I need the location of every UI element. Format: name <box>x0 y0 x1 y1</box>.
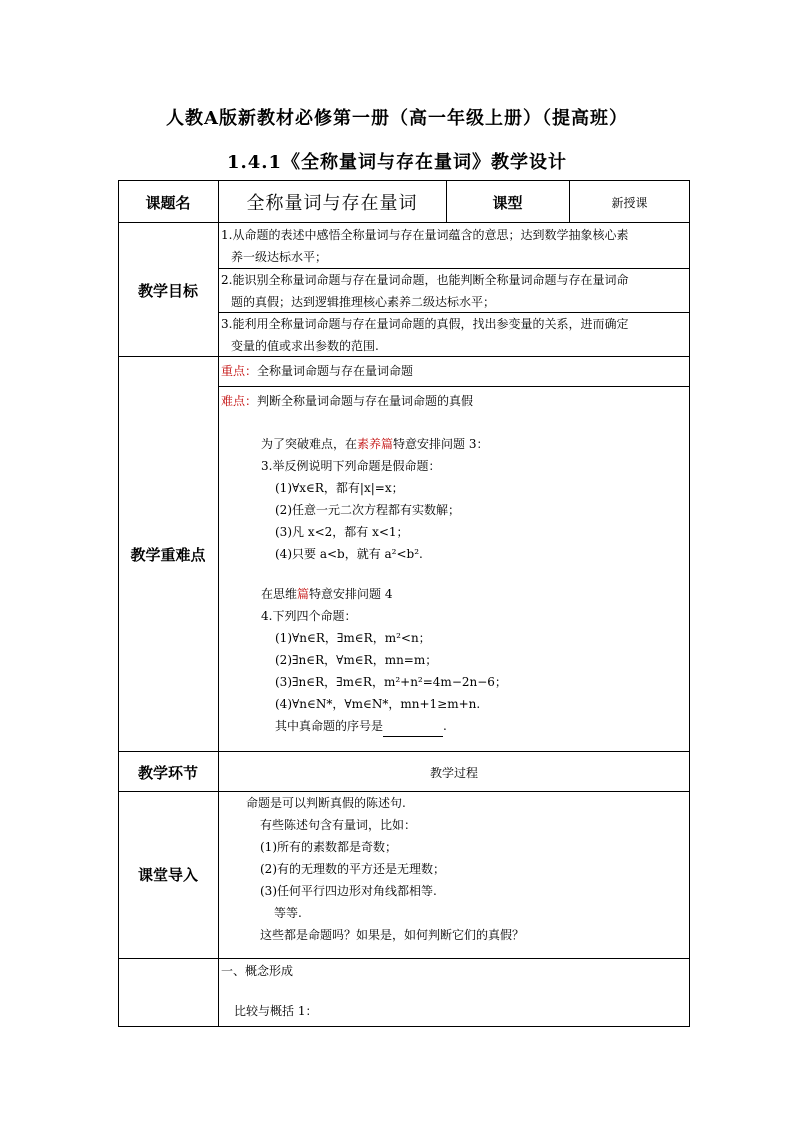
q4-item: (4)∀n∈N*，∀m∈N*，mn+1≥m+n. <box>275 697 481 711</box>
process-label: 教学环节 <box>137 764 198 782</box>
keypoints-label: 教学重难点 <box>130 546 206 564</box>
focus-line <box>221 360 413 382</box>
type-label: 课型 <box>492 194 523 212</box>
focus-text: 全称量词命题与存在量词命题 <box>257 364 414 378</box>
intro-line: 有些陈述句含有量词，比如： <box>260 818 417 832</box>
intro-line: 等等. <box>274 906 302 920</box>
concept-heading: 一、概念形成 <box>221 964 294 978</box>
q3-item: (2)任意一元二次方程都有实数解； <box>275 503 460 517</box>
q3-item: (1)∀x∈R，都有|x|=x； <box>275 481 404 495</box>
intro-line: (2)有的无理数的平方还是无理数； <box>260 862 445 876</box>
q3-item: (4)只要 a<b，就有 a²<b². <box>275 547 423 561</box>
row-divider <box>118 222 690 223</box>
objective-item: 3.能利用全称量词命题与存在量词命题的真假，找出参变量的关系，进而确定 变量的值或求出参数的范围. <box>221 317 629 353</box>
intro-line: 在思维篇特意安排问题 4 <box>261 587 393 601</box>
intro-line: 命题是可以判断真假的陈述句. <box>246 796 406 810</box>
objective-item: 1.从命题的表述中感悟全称量词与存在量词蕴含的意思；达到数学抽象核心素 养一级达标水平； <box>221 228 629 264</box>
difficulty-text: 判断全称量词命题与存在量词命题的真假 <box>257 394 474 408</box>
column-divider <box>218 180 219 1027</box>
concept-sub: 比较与概括 1： <box>234 1004 318 1018</box>
row-divider <box>218 386 690 387</box>
intro-body <box>246 792 524 946</box>
difficulty-line <box>221 390 473 412</box>
intro-label: 课堂导入 <box>137 866 198 884</box>
topic-label: 课题名 <box>145 194 191 212</box>
answer-blank <box>383 722 443 737</box>
difficulty-tag: 难点： <box>221 394 258 408</box>
question-4: 4.下列四个命题： <box>261 609 357 623</box>
topic-value: 全称量词与存在量词 <box>246 193 418 214</box>
keypoints-body <box>261 433 507 737</box>
intro-line: (3)任何平行四边形对角线都相等. <box>260 884 437 898</box>
objectives-label: 教学目标 <box>137 282 198 300</box>
q4-item: (1)∀n∈R，∃m∈R，m²<n； <box>275 631 431 645</box>
q4-item: (3)∃n∈R，∃m∈R，m²+n²=4m−2n−6； <box>275 675 507 689</box>
question-3: 3.举反例说明下列命题是假命题： <box>261 459 441 473</box>
intro-line: 这些都是命题吗？如果是，如何判断它们的真假？ <box>260 928 525 942</box>
focus-tag: 重点： <box>221 364 258 378</box>
type-value: 新授课 <box>611 196 648 210</box>
lesson-title: 1.4.1《全称量词与存在量词》教学设计 <box>226 152 568 173</box>
intro-line: 为了突破难点，在素养篇特意安排问题 3： <box>261 437 489 451</box>
intro-line: (1)所有的素数都是奇数； <box>260 840 397 854</box>
document-title: 人教A版新教材必修第一册（高一年级上册）（提高班） <box>166 108 628 129</box>
process-value: 教学过程 <box>429 766 478 780</box>
q4-item: (2)∃n∈R，∀m∈R，mn=m； <box>275 653 438 667</box>
answer-line: 其中真命题的序号是 . <box>261 715 507 737</box>
row-divider <box>118 958 690 959</box>
row-divider <box>118 751 690 752</box>
objective-item: 2.能识别全称量词命题与存在量词命题，也能判断全称量词命题与存在量词命 题的真假；达到逻辑推理核心素养二级达标水平； <box>221 273 629 309</box>
q3-item: (3)凡 x<2，都有 x<1； <box>275 525 409 539</box>
